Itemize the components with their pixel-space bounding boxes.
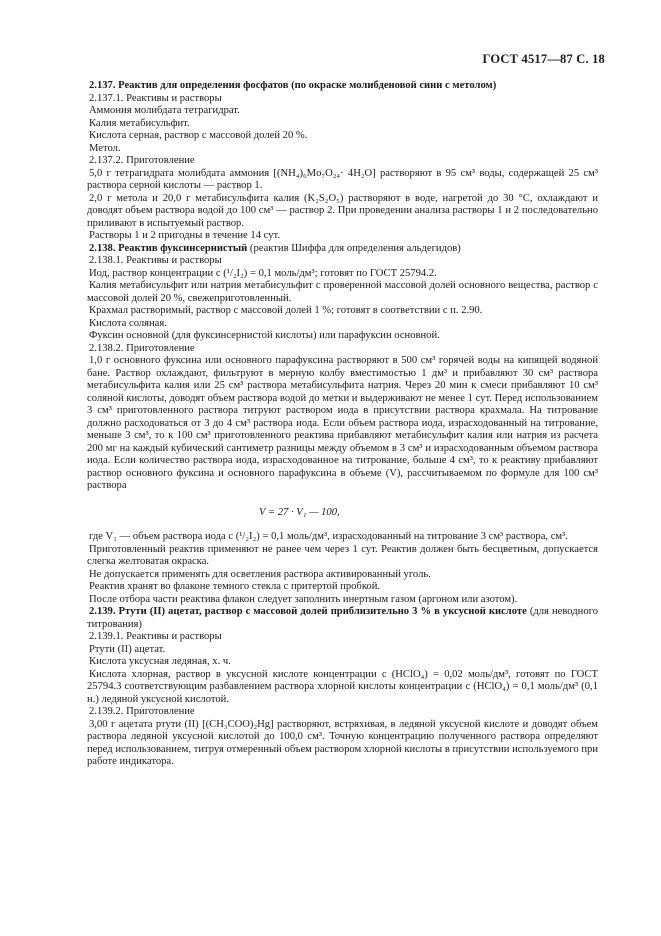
paragraph-text: (для неводного титрования) [87, 606, 598, 630]
formula: V = 27 · V₁ — 100, [259, 506, 340, 518]
paragraph-text: Аммония молибдата тетрагидрат. [89, 105, 240, 116]
paragraph [87, 581, 598, 594]
paragraph-text: 2.137.2. Приготовление [89, 155, 195, 166]
paragraph [87, 644, 598, 657]
paragraph [87, 631, 598, 644]
paragraph-text: После отбора части реактива флакон следует заполнить инертным газом (аргоном или азотом). [89, 593, 518, 605]
paragraph-text: Приготовленный реактив применяют не ранее чем через 1 сут. Реактив должен быть бесцветным, допускается слегка желтоватая окраска. [87, 543, 598, 567]
paragraph-text: Не допускается применять для осветления раствора активированный уголь. [89, 568, 431, 580]
section-heading: 2.138. Реактив фуксинсернистый [89, 242, 248, 254]
paragraph [87, 656, 598, 669]
paragraph [87, 531, 598, 544]
paragraph [87, 305, 598, 318]
paragraph [87, 268, 598, 281]
paragraph [87, 255, 598, 268]
paragraph-text: Фуксин основной (для фуксинсернистой кислоты) или парафуксин основной. [89, 330, 440, 341]
paragraph-text: 2.139.2. Приготовление [89, 706, 195, 717]
paragraph [87, 355, 598, 493]
document-body [87, 80, 598, 769]
paragraph [87, 143, 598, 156]
paragraph-text: Растворы 1 и 2 пригодны в течение 14 сут. [89, 230, 280, 241]
paragraph-text: Крахмал растворимый, раствор с массовой долей 1 %; готовят в соответствии с п. 2.90. [89, 305, 483, 316]
paragraph [87, 230, 598, 243]
paragraph-text: где V₁ — объем раствора иода c (¹/₂I₂) = 0,1 моль/дм³, израсходованный на титрование 3 см³ раствора, см³. [89, 531, 568, 542]
paragraph-text: 2.138.2. Приготовление [89, 342, 195, 354]
paragraph-text: Кислота хлорная, раствор в уксусной кислоте концентрации c (HClO₄) = 0,02 моль/дм³, готовят по ГОСТ 25794.3 соответствующим разбавлением раствора хлорной кислоты концентрации c (HClO₄) = 0,1 моль/дм³ (0,1 н.) ледяной уксусной кислотой. [87, 668, 598, 705]
paragraph-text: Кислота серная, раствор с массовой долей 20 %. [89, 130, 308, 141]
paragraph [87, 155, 598, 168]
paragraph-text: (реактив Шиффа для определения альдегидов) [247, 242, 461, 254]
paragraph [87, 569, 598, 582]
paragraph-text: 5,0 г тетрагидрата молибдата аммония [(NH₄)₆Mo₇O₂₄· 4H₂O] растворяют в 95 см³ воды, содержащей 25 см³ раствора серной кислоты — раствор 1. [87, 167, 598, 191]
paragraph-text: Реактив хранят во флаконе темного стекла с притертой пробкой. [89, 581, 381, 592]
paragraph-text: Ртути (II) ацетат. [89, 643, 166, 655]
paragraph [87, 80, 598, 93]
paragraph-text: Кислота соляная. [89, 317, 167, 329]
paragraph [87, 93, 598, 106]
paragraph-text: 1,0 г основного фуксина или основного парафуксина растворяют в 500 см³ горячей воды на кипящей водяной бане. Раствор охлаждают, фильтруют в мерную колбу вместимостью 1 дм³ и прибавляют 30 см³ раствора метабисульфита калия или 25 см³ раствора метабисульфита натрия. Через 20 мин к смеси прибавляют 10 см³ соляной кислоты, доводят объем раствора водой до метки и выдерживают не менее 1 сут. Перед использованием 3 см³ приготовленного раствора титруют раствором иода в присутствии раствора крахмала. На титрование должно расходоваться от 3 до 4 см³ раствора иода. Если объем раствора иода, израсходованный на титрование, меньше 3 см³, то к 100 см³ приготовленного реактива прибавляют метабисульфит калия или натрия из расчета 200 мг на каждый кубический сантиметр разницы между объемом в 3 см³ и израсходованным объемом раствора иода. Если количество раствора иода, израсходованное на титрование, больше 4 см³, то к реактиву прибавляют раствор основного фуксина и основного парафуксина в объеме (V), рассчитываемом по формуле для 100 см³ раствора [87, 355, 598, 491]
paragraph [87, 544, 598, 569]
paragraph [87, 193, 598, 231]
paragraph-text: 2.137.1. Реактивы и растворы [89, 92, 222, 104]
paragraph [87, 105, 598, 118]
paragraph [87, 330, 598, 343]
section-heading: 2.137. Реактив для определения фосфатов (по окраске молибденовой сини с метолом) [89, 80, 497, 91]
paragraph [87, 118, 598, 131]
paragraph-text: Калия метабисульфит или натрия метабисульфит с проверенной массовой долей основного вещества, раствор с массовой долей 20 %, свежеприготовленный. [87, 280, 598, 304]
paragraph [87, 130, 598, 143]
page-header: ГОСТ 4517—87 С. 18 [482, 52, 605, 66]
text-block-2 [87, 531, 598, 769]
paragraph [87, 719, 598, 769]
paragraph [87, 168, 598, 193]
paragraph [87, 706, 598, 719]
paragraph [87, 594, 598, 607]
paragraph [87, 343, 598, 356]
paragraph [87, 318, 598, 331]
section-heading: 2.139. Ртути (II) ацетат, раствор с массовой долей приблизительно 3 % в уксусной кислоте [89, 606, 527, 617]
paragraph [87, 606, 598, 631]
paragraph-text: 2.139.1. Реактивы и растворы [89, 631, 222, 642]
paragraph-text: Кислота уксусная ледяная, х. ч. [89, 656, 231, 667]
paragraph [87, 243, 598, 256]
text-block-1 [87, 80, 598, 493]
paragraph [87, 280, 598, 305]
paragraph-text: Иод, раствор концентрации c (¹/₂I₂) = 0,1 моль/дм³; готовят по ГОСТ 25794.2. [89, 267, 437, 279]
paragraph [87, 669, 598, 707]
paragraph-text: 3,00 г ацетата ртути (II) [(CH₃COO)₂Hg] растворяют, встряхивая, в ледяной уксусной кислоте и доводят объем раствора ледяной уксусной кислотой до 100,0 см³. Точную концентрацию полученного раствора определяют перед использованием, титруя отмеренный объем раствором хлорной кислоты в присутствии используемого при работе индикатора. [87, 718, 598, 767]
paragraph-text: 2,0 г метола и 20,0 г метабисульфита калия (K₂S₂O₅) растворяют в воде, нагретой до 30 °С, охлаждают и доводят объем раствора водой до 100 см³ — раствор 2. При проведении анализа растворы 1 и 2 последовательно приливают в испытуемый раствор. [87, 192, 598, 229]
paragraph-text: Калия метабисульфит. [89, 117, 190, 129]
paragraph-text: Метол. [89, 142, 121, 154]
paragraph-text: 2.138.1. Реактивы и растворы [89, 255, 222, 266]
